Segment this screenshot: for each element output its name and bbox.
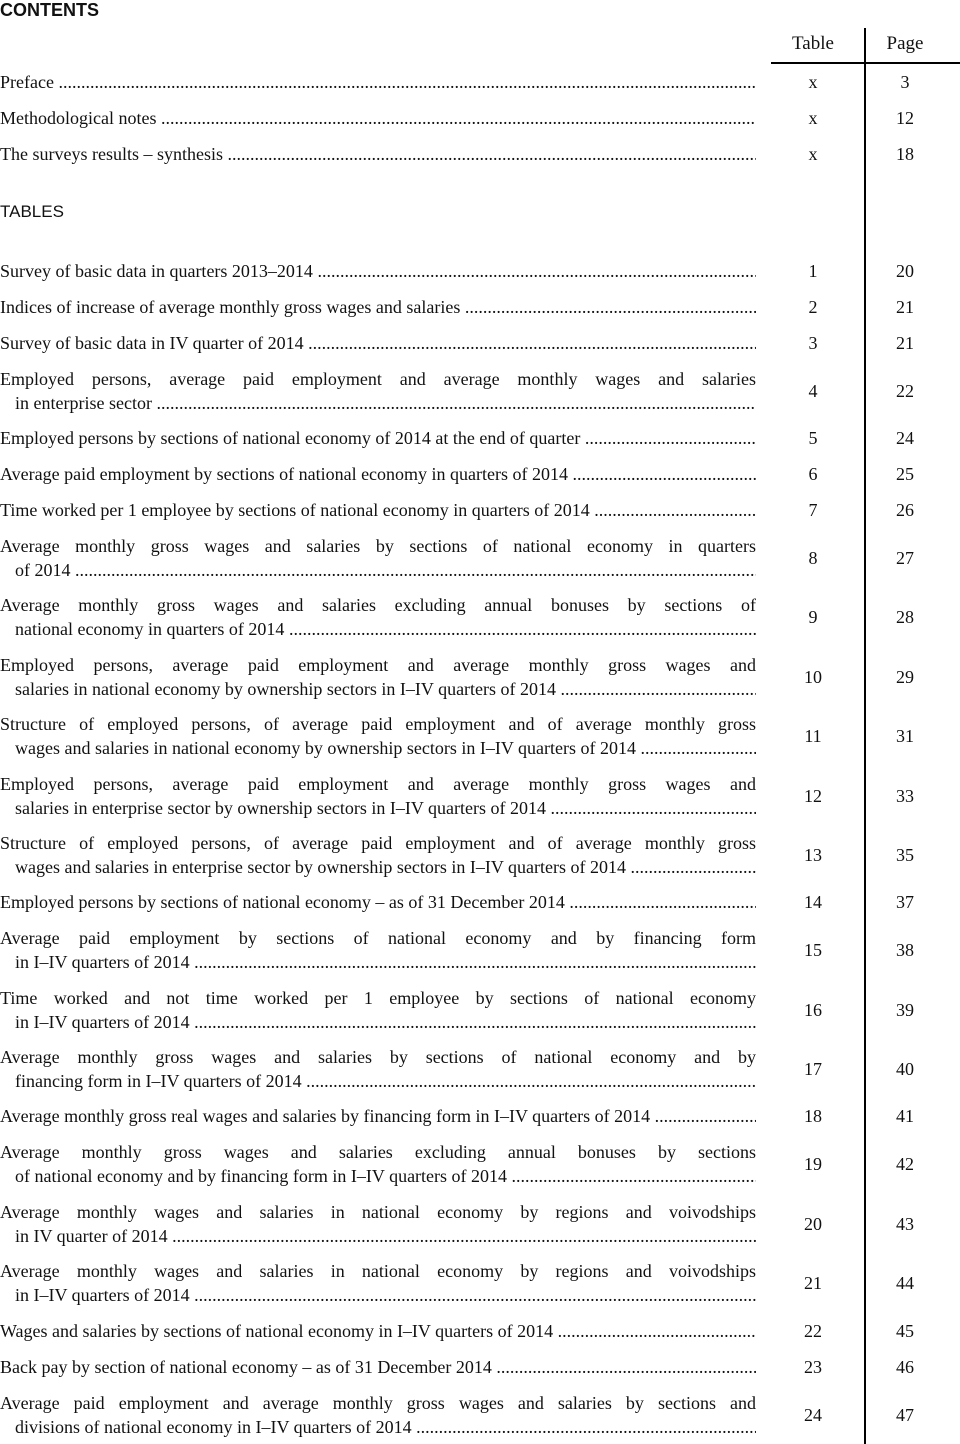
page-number: 26 xyxy=(896,500,914,520)
page-number: 18 xyxy=(896,144,914,164)
toc-entry-table-5[interactable] xyxy=(0,426,960,450)
toc-entry-table-6[interactable] xyxy=(0,462,960,486)
page-number: 40 xyxy=(896,1059,914,1079)
toc-entry-table-23[interactable] xyxy=(0,1355,960,1379)
table-number: 14 xyxy=(804,892,822,912)
entry-title-line: of national economy and by financing form in I–IV quarters of 2014 ..... xyxy=(0,1164,756,1188)
entry-title-line: Employed persons, average paid employment and average monthly wages and salaries xyxy=(0,369,756,389)
entry-title xyxy=(0,1140,756,1188)
entry-title xyxy=(0,772,756,820)
entry-title-line: Average monthly gross wages and salaries by sections of national economy and by xyxy=(0,1047,756,1067)
entry-title: Survey of basic data in IV quarter of 2014 ..... xyxy=(0,331,756,355)
entry-title: Average monthly gross real wages and salaries by financing form in I–IV quarters of 2014 ..... xyxy=(0,1104,756,1128)
entry-title-line: Average paid employment and average monthly gross wages and salaries by sections and xyxy=(0,1393,756,1413)
entry-title: Preface ..... xyxy=(0,70,756,94)
page-number: 12 xyxy=(896,108,914,128)
entry-title-line: of 2014 ..... xyxy=(0,558,756,582)
toc-entry-table-4[interactable] xyxy=(0,367,960,415)
tables-section-heading: TABLES xyxy=(0,202,64,221)
toc-entry-table-12[interactable] xyxy=(0,772,960,820)
table-number: 8 xyxy=(808,548,818,568)
page-number: 27 xyxy=(896,548,914,568)
entry-title-line: national economy in quarters of 2014 ..... xyxy=(0,617,756,641)
entry-title xyxy=(0,986,756,1034)
entry-title-line: financing form in I–IV quarters of 2014 ..... xyxy=(0,1069,756,1093)
table-number: 18 xyxy=(804,1106,822,1126)
entry-title: Time worked per 1 employee by sections of national economy in quarters of 2014 ..... xyxy=(0,498,756,522)
page-number: 45 xyxy=(896,1321,914,1341)
table-number: x xyxy=(808,144,818,164)
entry-title xyxy=(0,1259,756,1307)
page-number: 31 xyxy=(896,726,914,746)
table-number: x xyxy=(808,108,818,128)
table-number: x xyxy=(808,72,818,92)
entry-title-line: Average monthly gross wages and salaries by sections of national economy in quarters xyxy=(0,536,756,556)
table-number: 19 xyxy=(804,1154,822,1174)
entry-title-line: in I–IV quarters of 2014 ..... xyxy=(0,1283,756,1307)
table-number: 3 xyxy=(808,333,818,353)
page-number: 24 xyxy=(896,428,914,448)
entry-title: Methodological notes ..... xyxy=(0,106,756,130)
entry-title-line: salaries in national economy by ownership sectors in I–IV quarters of 2014 ..... xyxy=(0,677,756,701)
toc-entry-table-17[interactable] xyxy=(0,1045,960,1093)
table-number: 11 xyxy=(804,726,822,746)
entry-title-line: Average monthly gross wages and salaries excluding annual bonuses by sections of xyxy=(0,595,756,615)
page-number: 42 xyxy=(896,1154,914,1174)
entry-title-line: divisions of national economy in I–IV quarters of 2014 ..... xyxy=(0,1415,756,1439)
page-number: 35 xyxy=(896,845,914,865)
entry-title: Back pay by section of national economy – as of 31 December 2014 ..... xyxy=(0,1355,756,1379)
page-number: 41 xyxy=(896,1106,914,1126)
table-number: 12 xyxy=(804,786,822,806)
header-rule xyxy=(771,62,960,64)
page-number: 38 xyxy=(896,940,914,960)
toc-entry-table-11[interactable] xyxy=(0,712,960,760)
table-number: 17 xyxy=(804,1059,822,1079)
table-number: 2 xyxy=(808,297,818,317)
entry-title xyxy=(0,593,756,641)
page-number: 21 xyxy=(896,333,914,353)
entry-title xyxy=(0,831,756,879)
entry-title-line: Average monthly wages and salaries in national economy by regions and voivodships xyxy=(0,1261,756,1281)
entry-title-line: wages and salaries in national economy by ownership sectors in I–IV quarters of 2014 ..... xyxy=(0,736,756,760)
entry-title-line: Time worked and not time worked per 1 employee by sections of national economy xyxy=(0,988,756,1008)
entry-title-line: Average paid employment by sections of national economy and by financing form xyxy=(0,928,756,948)
page-number: 3 xyxy=(900,72,910,92)
entry-title: Employed persons by sections of national economy of 2014 at the end of quarter ..... xyxy=(0,426,756,450)
page-number: 22 xyxy=(896,381,914,401)
table-number: 1 xyxy=(808,261,818,281)
entry-title-line: Employed persons, average paid employment and average monthly gross wages and xyxy=(0,774,756,794)
entry-title xyxy=(0,1045,756,1093)
entry-title xyxy=(0,1200,756,1248)
page-number: 21 xyxy=(896,297,914,317)
entry-title: Survey of basic data in quarters 2013–2014 ..... xyxy=(0,259,756,283)
page-title: CONTENTS xyxy=(0,0,99,20)
page-column-header: Page xyxy=(886,33,924,54)
table-number: 20 xyxy=(804,1214,822,1234)
entry-title: The surveys results – synthesis ..... xyxy=(0,142,756,166)
entry-title: Wages and salaries by sections of national economy in I–IV quarters of 2014 ..... xyxy=(0,1319,756,1343)
entry-title-line: salaries in enterprise sector by ownership sectors in I–IV quarters of 2014 ..... xyxy=(0,796,756,820)
table-number: 6 xyxy=(808,464,818,484)
toc-entry-table-13[interactable] xyxy=(0,831,960,879)
toc-entry-table-7[interactable] xyxy=(0,498,960,522)
entry-title-line: in I–IV quarters of 2014 ..... xyxy=(0,950,756,974)
page-number: 25 xyxy=(896,464,914,484)
toc-entry-table-24[interactable] xyxy=(0,1391,960,1439)
table-number: 22 xyxy=(804,1321,822,1341)
entry-title xyxy=(0,712,756,760)
entry-title-line: in IV quarter of 2014 ..... xyxy=(0,1224,756,1248)
table-number: 24 xyxy=(804,1405,822,1425)
table-number: 15 xyxy=(804,940,822,960)
entry-title-line: Structure of employed persons, of average paid employment and of average monthly gross xyxy=(0,833,756,853)
page-number: 47 xyxy=(896,1405,914,1425)
table-number: 9 xyxy=(808,607,818,627)
entry-title-line: Average monthly gross wages and salaries excluding annual bonuses by sections xyxy=(0,1142,756,1162)
entry-title-line: wages and salaries in enterprise sector by ownership sectors in I–IV quarters of 2014 ..... xyxy=(0,855,756,879)
entry-title-line: Structure of employed persons, of average paid employment and of average monthly gross xyxy=(0,714,756,734)
entry-title xyxy=(0,653,756,701)
table-number: 4 xyxy=(808,381,818,401)
toc-entry-table-18[interactable] xyxy=(0,1104,960,1128)
toc-entry-table-22[interactable] xyxy=(0,1319,960,1343)
page-number: 44 xyxy=(896,1273,914,1293)
entry-title: Employed persons by sections of national economy – as of 31 December 2014 ..... xyxy=(0,890,756,914)
toc-entry-table-14[interactable] xyxy=(0,890,960,914)
table-number: 5 xyxy=(808,428,818,448)
front-matter-entry[interactable] xyxy=(0,106,960,130)
toc-entry-table-3[interactable] xyxy=(0,331,960,355)
page-number: 39 xyxy=(896,1000,914,1020)
entry-title-line: in enterprise sector ..... xyxy=(0,391,756,415)
table-number: 16 xyxy=(804,1000,822,1020)
table-number: 21 xyxy=(804,1273,822,1293)
entry-title-line: Employed persons, average paid employment and average monthly gross wages and xyxy=(0,655,756,675)
page-number: 20 xyxy=(896,261,914,281)
toc-entry-table-21[interactable] xyxy=(0,1259,960,1307)
table-column-header: Table xyxy=(792,33,834,54)
toc-entry-table-20[interactable] xyxy=(0,1200,960,1248)
page-number: 29 xyxy=(896,667,914,687)
table-number: 7 xyxy=(808,500,818,520)
table-number: 13 xyxy=(804,845,822,865)
entry-title xyxy=(0,367,756,415)
toc-entry-table-9[interactable] xyxy=(0,593,960,641)
toc-entry-table-10[interactable] xyxy=(0,653,960,701)
front-matter-entry[interactable] xyxy=(0,70,960,94)
page-number: 46 xyxy=(896,1357,914,1377)
toc-entry-table-15[interactable] xyxy=(0,926,960,974)
entry-title: Indices of increase of average monthly gross wages and salaries ..... xyxy=(0,295,756,319)
toc-entry-table-19[interactable] xyxy=(0,1140,960,1188)
page-number: 28 xyxy=(896,607,914,627)
entry-title-line: Average monthly wages and salaries in national economy by regions and voivodships xyxy=(0,1202,756,1222)
page-number: 33 xyxy=(896,786,914,806)
table-number: 10 xyxy=(804,667,822,687)
entry-title xyxy=(0,926,756,974)
entry-title xyxy=(0,1391,756,1439)
front-matter-entry[interactable] xyxy=(0,142,960,166)
toc-entry-table-8[interactable] xyxy=(0,534,960,582)
entry-title-line: in I–IV quarters of 2014 ..... xyxy=(0,1010,756,1034)
toc-entry-table-2[interactable] xyxy=(0,295,960,319)
page-number: 43 xyxy=(896,1214,914,1234)
page-number: 37 xyxy=(896,892,914,912)
toc-entry-table-1[interactable] xyxy=(0,259,960,283)
toc-entry-table-16[interactable] xyxy=(0,986,960,1034)
entry-title xyxy=(0,534,756,582)
entry-title: Average paid employment by sections of national economy in quarters of 2014 ..... xyxy=(0,462,756,486)
table-number: 23 xyxy=(804,1357,822,1377)
